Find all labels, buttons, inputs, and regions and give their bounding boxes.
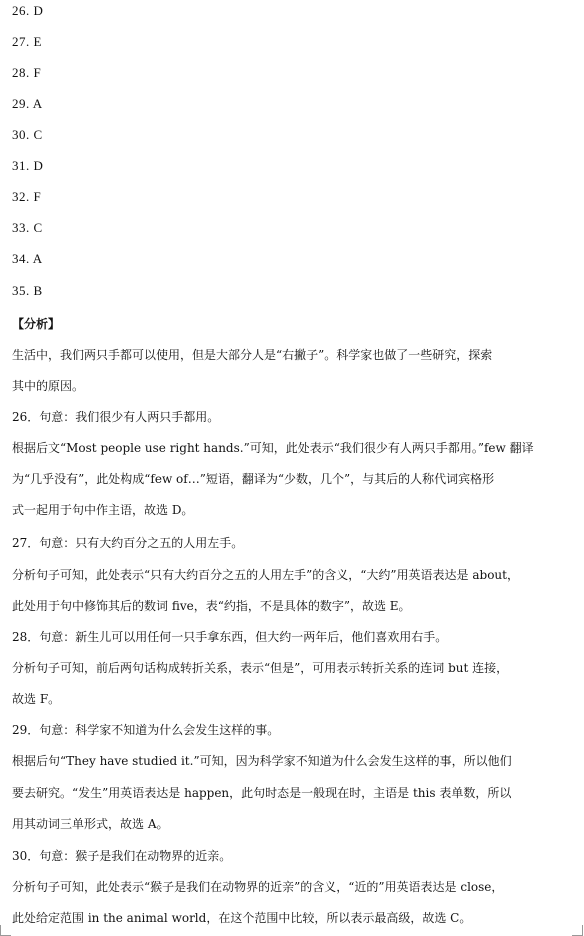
q29-explanation-3: 用其动词三单形式，故选 A。 <box>12 817 169 831</box>
answer-31: 31. D <box>12 158 44 173</box>
q26-explanation-2: 为“几乎没有”，此处构成“few of…”短语，翻译为“少数，几个”，与其后的人称代词宾格形 <box>12 472 495 486</box>
q30-meaning: 30．句意：猴子是我们在动物界的近亲。 <box>12 849 232 863</box>
q28-explanation-2: 故选 F。 <box>12 692 61 706</box>
crop-mark-bottom-right <box>572 925 583 936</box>
q29-meaning: 29．句意：科学家不知道为什么会发生这样的事。 <box>12 723 280 737</box>
intro-line-2: 其中的原因。 <box>12 379 85 393</box>
answer-28: 28. F <box>12 65 42 80</box>
q27-explanation-1: 分析句子可知，此处表示“只有大约百分之五的人用左手”的含义，“大约”用英语表达是 about， <box>12 568 519 582</box>
q30-explanation-1: 分析句子可知，此处表示“猴子是我们在动物界的近亲”的含义，“近的”用英语表达是 close， <box>12 880 504 894</box>
q28-explanation-1: 分析句子可知，前后两句话构成转折关系，表示“但是”，可用表示转折关系的连词 but 连接， <box>12 661 509 675</box>
answer-27: 27. E <box>12 34 42 49</box>
q29-explanation-2: 要去研究。“发生”用英语表达是 happen，此句时态是一般现在时，主语是 this 表单数，所以 <box>12 786 512 800</box>
q26-meaning: 26．句意：我们很少有人两只手都用。 <box>12 410 220 424</box>
crop-mark-bottom-left <box>0 925 11 936</box>
q27-explanation-2: 此处用于句中修饰其后的数词 five，表“约指，不是具体的数字”，故选 E。 <box>12 599 411 613</box>
answer-26: 26. D <box>12 3 44 18</box>
answer-33: 33. C <box>12 220 43 235</box>
answer-29: 29. A <box>12 96 43 111</box>
q26-explanation-3: 式一起用于句中作主语，故选 D。 <box>12 503 194 517</box>
q30-explanation-2: 此处给定范围 in the animal world，在这个范围中比较，所以表示最高级，故选 C。 <box>12 911 472 925</box>
intro-line-1: 生活中，我们两只手都可以使用，但是大部分人是“右撇子”。科学家也做了一些研究，探索 <box>12 348 493 362</box>
answer-32: 32. F <box>12 189 42 204</box>
answer-30: 30. C <box>12 127 43 142</box>
q26-explanation-1: 根据后文“Most people use right hands.”可知，此处表示“我们很少有人两只手都用。”few 翻译 <box>12 441 534 455</box>
analysis-heading: 【分析】 <box>12 317 61 331</box>
answer-35: 35. B <box>12 283 43 298</box>
answer-34: 34. A <box>12 251 43 266</box>
q28-meaning: 28．句意：新生儿可以用任何一只手拿东西，但大约一两年后，他们喜欢用右手。 <box>12 630 448 644</box>
q27-meaning: 27．句意：只有大约百分之五的人用左手。 <box>12 536 244 550</box>
q29-explanation-1: 根据后句“They have studied it.”可知，因为科学家不知道为什么会发生这样的事，所以他们 <box>12 754 512 768</box>
